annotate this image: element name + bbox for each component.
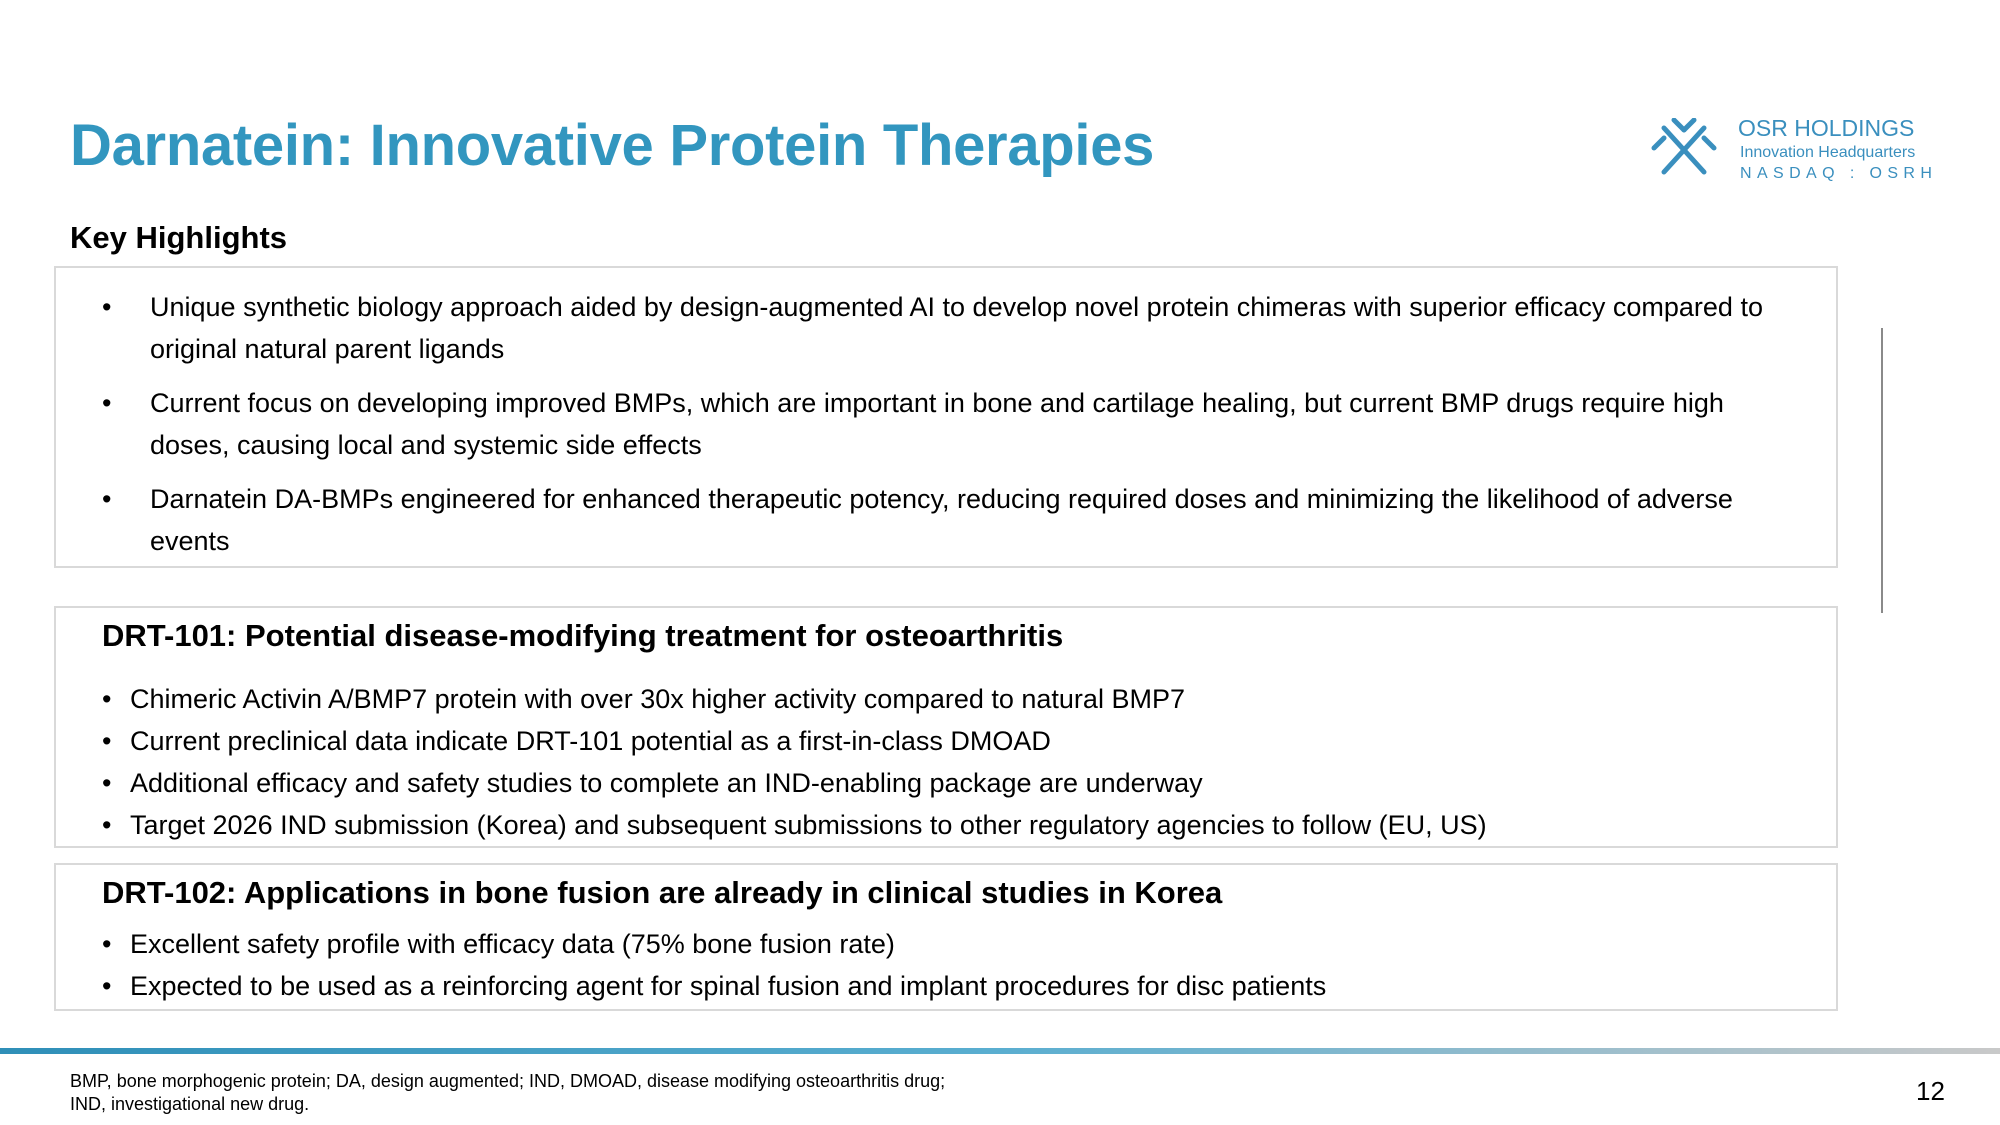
bullet: • bbox=[102, 484, 112, 514]
bullet: • bbox=[102, 768, 112, 798]
bullet: • bbox=[102, 929, 112, 959]
drt102-list bbox=[102, 923, 1802, 1007]
page-number: 12 bbox=[1916, 1076, 1945, 1106]
list-item: • Target 2026 IND submission (Korea) and subsequent submissions to other regulatory agencies to follow (EU, US) bbox=[102, 804, 1802, 846]
list-item: • Expected to be used as a reinforcing agent for spinal fusion and implant procedures for disc patients bbox=[102, 965, 1802, 1007]
company-logo bbox=[1650, 112, 1950, 192]
drt101-heading: DRT-101: Potential disease-modifying treatment for osteoarthritis bbox=[102, 618, 1064, 653]
bullet: • bbox=[102, 810, 112, 840]
key-highlights-list bbox=[102, 286, 1802, 574]
list-item: • Current focus on developing improved BMPs, which are important in bone and cartilage healing, but current BMP drugs require high doses, causing local and systemic side effects bbox=[102, 382, 1802, 466]
list-item: • Excellent safety profile with efficacy data (75% bone fusion rate) bbox=[102, 923, 1802, 965]
vertical-divider bbox=[1881, 328, 1883, 613]
slide-title: Darnatein: Innovative Protein Therapies bbox=[70, 113, 1155, 178]
drt101-list bbox=[102, 678, 1802, 846]
list-item: • Additional efficacy and safety studies to complete an IND-enabling package are underway bbox=[102, 762, 1802, 804]
drt101-box bbox=[54, 606, 1838, 848]
key-highlights-label: Key Highlights bbox=[70, 220, 288, 255]
list-item: • Unique synthetic biology approach aided by design-augmented AI to develop novel protein chimeras with superior efficacy compared to original natural parent ligands bbox=[102, 286, 1802, 370]
footnote: BMP, bone morphogenic protein; DA, design augmented; IND, DMOAD, disease modifying osteoarthritis drug; IND, investigational new drug. bbox=[70, 1071, 946, 1114]
list-item: • Current preclinical data indicate DRT-101 potential as a first-in-class DMOAD bbox=[102, 720, 1802, 762]
logo-company-name: OSR HOLDINGS bbox=[1738, 115, 1915, 141]
list-item: • Chimeric Activin A/BMP7 protein with over 30x higher activity compared to natural BMP7 bbox=[102, 678, 1802, 720]
bullet: • bbox=[102, 388, 112, 418]
osr-logo-icon bbox=[1650, 118, 1718, 182]
logo-subtitle: Innovation Headquarters bbox=[1740, 144, 1916, 161]
bullet: • bbox=[102, 684, 112, 714]
bullet: • bbox=[102, 726, 112, 756]
bullet: • bbox=[102, 292, 112, 322]
key-highlights-box bbox=[54, 266, 1838, 568]
drt102-heading: DRT-102: Applications in bone fusion are already in clinical studies in Korea bbox=[102, 875, 1223, 910]
list-item: • Darnatein DA-BMPs engineered for enhanced therapeutic potency, reducing required doses and minimizing the likelihood of adverse events bbox=[102, 478, 1802, 562]
logo-ticker: NASDAQ : OSRH bbox=[1740, 165, 1938, 182]
bullet: • bbox=[102, 971, 112, 1001]
drt102-box bbox=[54, 863, 1838, 1011]
footer-divider bbox=[0, 1048, 2000, 1054]
